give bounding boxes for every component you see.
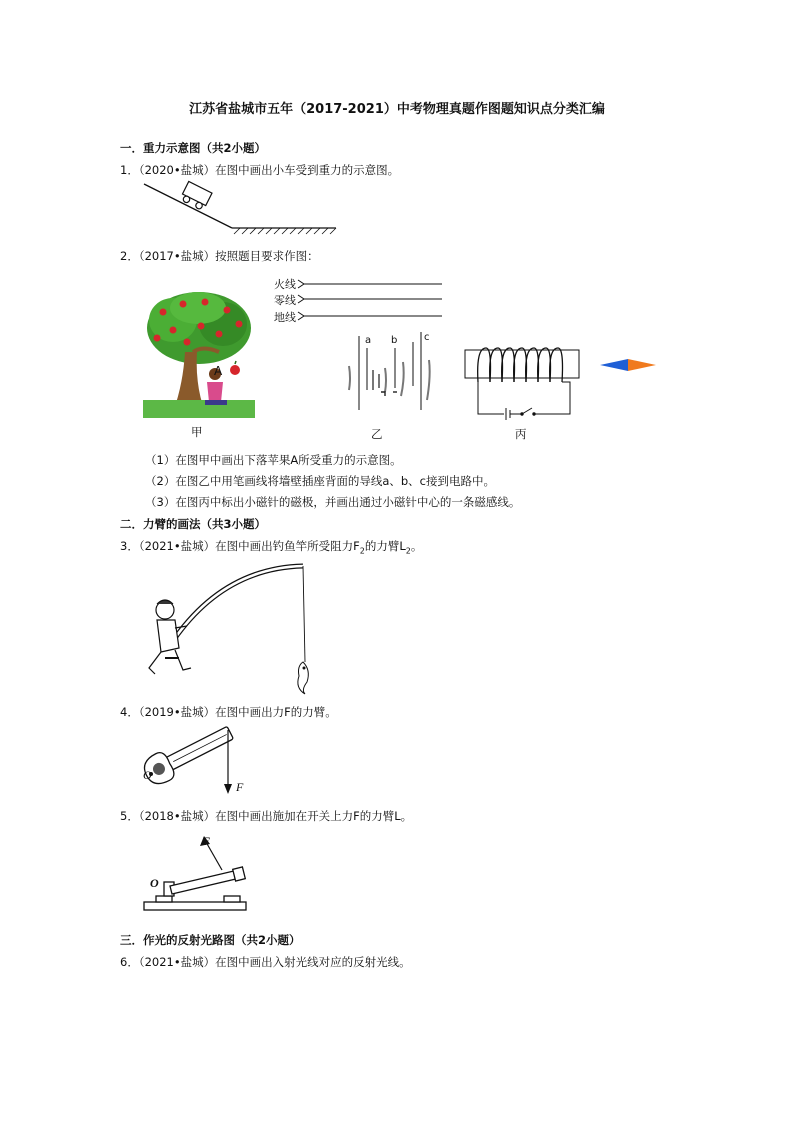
switch-figure bbox=[140, 834, 250, 916]
figure-label-bing: 丙 bbox=[515, 427, 527, 441]
live-wire-label: 火线 bbox=[274, 278, 296, 291]
section-heading-3: 三．作光的反射光路图（共2小题） bbox=[120, 933, 301, 947]
socket-back-figure bbox=[345, 330, 435, 420]
question-4: 4．（2019•盐城）在图中画出力F的力臂。 bbox=[120, 705, 337, 719]
wire-c-label: c bbox=[424, 332, 430, 343]
apple-tree-figure bbox=[143, 290, 255, 420]
question-2-part-1: （1）在图甲中画出下落苹果A所受重力的示意图。 bbox=[145, 453, 402, 467]
compass-needle bbox=[598, 358, 658, 372]
pivot-o-label-q4: O bbox=[143, 768, 152, 782]
section-heading-1: 一．重力示意图（共2小题） bbox=[120, 141, 267, 155]
force-f-label-q4: F bbox=[236, 780, 244, 794]
section-heading-2: 二．力臂的画法（共3小题） bbox=[120, 517, 267, 531]
question-3: 3．（2021•盐城）在图中画出钓鱼竿所受阻力$F_2$的力臂$L_2$。 bbox=[120, 539, 423, 556]
fisherman bbox=[149, 600, 191, 674]
question-5: 5．（2018•盐城）在图中画出施加在开关上力F的力臂L。 bbox=[120, 809, 413, 823]
question-6: 6．（2021•盐城）在图中画出入射光线对应的反射光线。 bbox=[120, 955, 411, 969]
solenoid-circuit-figure bbox=[460, 340, 585, 425]
wire-a-label: a bbox=[365, 335, 372, 346]
figure-label-yi: 乙 bbox=[371, 427, 383, 441]
question-2-part-2: （2）在图乙中用笔画线将墙壁插座背面的导线a、b、c接到电路中。 bbox=[145, 474, 495, 488]
question-2-part-3: （3）在图丙中标出小磁针的磁极，并画出通过小磁针中心的一条磁感线。 bbox=[145, 495, 521, 509]
power-lines-figure bbox=[298, 278, 448, 323]
wire-b-label: b bbox=[391, 335, 398, 346]
force-f-label-q5: F bbox=[202, 834, 211, 848]
figure-label-jia: 甲 bbox=[191, 425, 203, 439]
falling-apple-a bbox=[230, 365, 240, 375]
fishing-rod-figure bbox=[135, 558, 325, 698]
question-2: 2．（2017•盐城）按照题目要求作图： bbox=[120, 249, 319, 263]
neutral-wire-label: 零线 bbox=[274, 294, 296, 307]
apple-a-label: A bbox=[214, 364, 223, 378]
wrench-figure bbox=[135, 722, 245, 800]
question-1: 1．（2020•盐城）在图中画出小车受到重力的示意图。 bbox=[120, 163, 400, 177]
page-title: 江苏省盐城市五年（2017-2021）中考物理真题作图题知识点分类汇编 bbox=[189, 102, 605, 117]
fish bbox=[298, 662, 308, 694]
ground-wire-label: 地线 bbox=[274, 311, 296, 324]
cart-on-slope-figure bbox=[140, 178, 340, 238]
pivot-o-label-q5: O bbox=[150, 876, 159, 890]
cart bbox=[180, 181, 212, 211]
